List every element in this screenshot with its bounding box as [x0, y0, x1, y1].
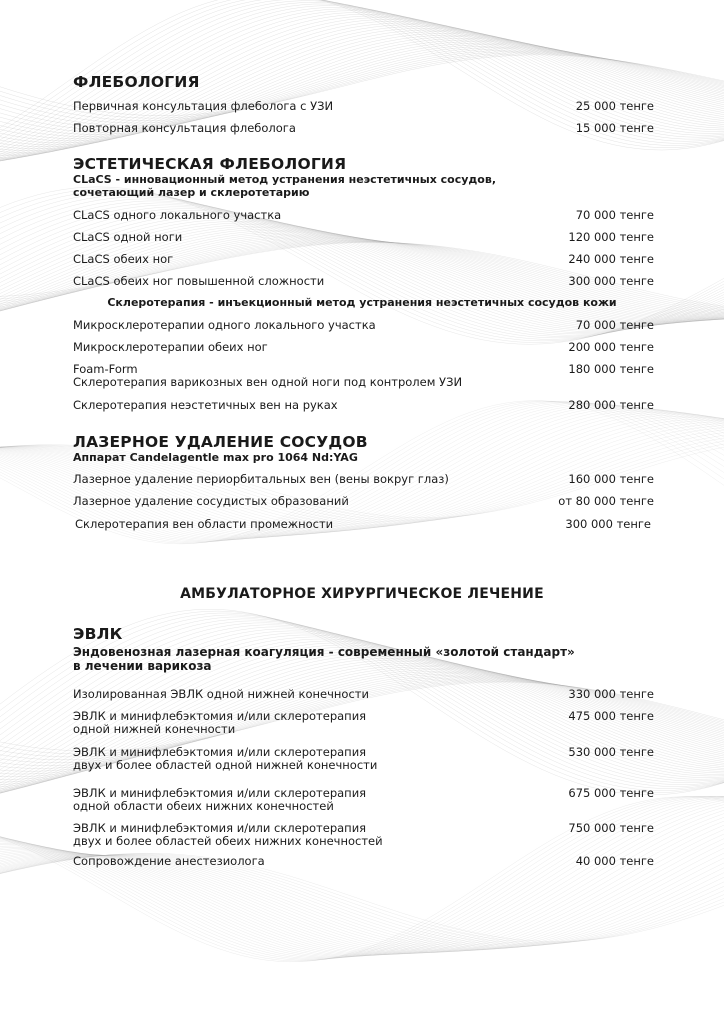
price-row	[73, 363, 654, 391]
subtitle-line: сочетающий лазер и склеротетарию	[73, 186, 310, 199]
service-name: Микросклеротерапии обеих ног	[73, 340, 268, 354]
service-price: 300 000 тенге	[565, 517, 651, 531]
service-name: CLaCS одной ноги	[73, 230, 183, 244]
sclerotherapy-heading: Склеротерапия - инъекционный метод устранения неэстетичных сосудов кожи	[107, 296, 617, 309]
service-price: 475 000 тенге	[568, 709, 654, 723]
service-name	[73, 787, 543, 813]
section-title-phlebology: ФЛЕБОЛОГИЯ	[73, 73, 200, 91]
service-price: 180 000 тенге	[568, 362, 654, 376]
service-price: 25 000 тенге	[575, 99, 654, 113]
service-price: 160 000 тенге	[568, 472, 654, 486]
subtitle-line: в лечении варикоза	[73, 659, 212, 673]
service-name: Первичная консультация флеболога с УЗИ	[73, 99, 334, 113]
section-title-evlk: ЭВЛК	[73, 625, 123, 643]
section-subtitle-evlk	[73, 645, 575, 673]
service-name-line: ЭВЛК и минифлебэктомия и/или склеротерапия	[73, 709, 367, 723]
service-name-line: Сопровождение анестезиолога	[73, 854, 265, 868]
service-price: 300 000 тенге	[568, 274, 654, 288]
service-name: CLaCS одного локального участка	[73, 208, 282, 222]
service-name-line: двух и более областей одной нижней конечности	[73, 758, 378, 772]
service-price: 530 000 тенге	[568, 745, 654, 759]
service-name	[73, 746, 543, 772]
service-price: 280 000 тенге	[568, 398, 654, 412]
service-name-line: ЭВЛК и минифлебэктомия и/или склеротерапия	[73, 786, 367, 800]
service-price: 675 000 тенге	[568, 786, 654, 800]
service-name-line: двух и более областей обеих нижних конечностей	[73, 834, 383, 848]
section-subtitle-aesthetic	[73, 173, 496, 199]
service-name: CLaCS обеих ног	[73, 252, 174, 266]
section-title-aesthetic: ЭСТЕТИЧЕСКАЯ ФЛЕБОЛОГИЯ	[73, 155, 347, 173]
subtitle-line: Эндовенозная лазерная коагуляция - современный «золотой стандарт»	[73, 645, 575, 659]
service-name: Повторная консультация флеболога	[73, 121, 296, 135]
service-name-line: ЭВЛК и минифлебэктомия и/или склеротерапия	[73, 745, 367, 759]
service-price: 70 000 тенге	[575, 208, 654, 222]
service-name: Склеротерапия вен области промежности	[75, 517, 334, 531]
section-title-laser: ЛАЗЕРНОЕ УДАЛЕНИЕ СОСУДОВ	[73, 433, 368, 451]
service-name: Склеротерапия неэстетичных вен на руках	[73, 398, 338, 412]
service-name	[73, 363, 543, 389]
service-name-line: Склеротерапия варикозных вен одной ноги под контролем УЗИ	[73, 375, 463, 389]
service-name	[73, 822, 543, 848]
service-name	[73, 688, 543, 701]
service-name-line: Foam-Form	[73, 362, 138, 376]
service-name-line: Изолированная ЭВЛК одной нижней конечности	[73, 687, 369, 701]
section-title-ambulatory: АМБУЛАТОРНОЕ ХИРУРГИЧЕСКОЕ ЛЕЧЕНИЕ	[180, 586, 544, 602]
service-price: 120 000 тенге	[568, 230, 654, 244]
section-subtitle-laser: Аппарат Candelagentle max pro 1064 Nd:YAG	[73, 451, 358, 464]
service-name-line: одной нижней конечности	[73, 722, 236, 736]
service-price: 240 000 тенге	[568, 252, 654, 266]
service-price: 330 000 тенге	[568, 687, 654, 701]
service-name-line: ЭВЛК и минифлебэктомия и/или склеротерапия	[73, 821, 367, 835]
service-price: 750 000 тенге	[568, 821, 654, 835]
service-price: 70 000 тенге	[575, 318, 654, 332]
service-name	[73, 855, 543, 868]
service-name: Лазерное удаление периорбитальных вен (вены вокруг глаз)	[73, 472, 449, 486]
service-name: Микросклеротерапии одного локального участка	[73, 318, 376, 332]
service-name-line: одной области обеих нижних конечностей	[73, 799, 334, 813]
service-name: Лазерное удаление сосудистых образований	[73, 494, 349, 508]
service-price: от 80 000 тенге	[558, 494, 654, 508]
service-price: 40 000 тенге	[575, 854, 654, 868]
service-price: 200 000 тенге	[568, 340, 654, 354]
service-name	[73, 710, 543, 736]
service-name: CLaCS обеих ног повышенной сложности	[73, 274, 325, 288]
subtitle-line: CLaCS - инновационный метод устранения неэстетичных сосудов,	[73, 173, 496, 186]
service-price: 15 000 тенге	[575, 121, 654, 135]
